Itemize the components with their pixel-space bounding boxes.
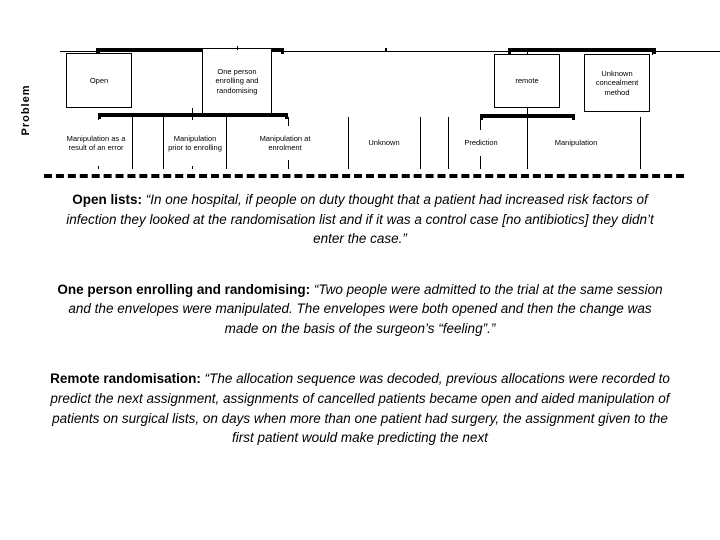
node-manipulation-label: Manipulation: [554, 138, 598, 148]
node-manipulation-prior-to-enrolling-label: Manipulation prior to enrolling: [168, 133, 222, 152]
quote-one-person-enrolling-text: “Two people were admitted to the trial at the same session and the envelopes were manipulated. The envelopes were both opened and then the change was made on the basis of the surgeon’s “feeling”.”: [68, 281, 663, 336]
node-open[interactable]: [66, 53, 132, 108]
tier2-bracket-left: [98, 113, 288, 117]
tier1-bracket-right: [508, 48, 656, 52]
node-unknown-concealment-method-label: Unknown concealment method: [595, 68, 639, 97]
connector-tier2-left-center: [192, 108, 193, 116]
node-manipulation-as-a-result-of-an-error-label: Manipulation as a result of an error: [66, 133, 126, 152]
quote-one-person-enrolling-lead: One person enrolling and randomising:: [57, 281, 311, 297]
quote-remote-randomisation-lead: Remote randomisation:: [50, 371, 201, 387]
node-unknown-label: Unknown: [368, 138, 400, 148]
node-unknown[interactable]: [352, 130, 416, 156]
tier1-center-pip: [385, 48, 387, 52]
node-prediction[interactable]: [450, 130, 512, 156]
diagram-axis-label: Problem: [20, 84, 32, 136]
quote-one-person-enrolling: [50, 280, 670, 339]
tier2-tick-5: [226, 117, 227, 169]
node-manipulation-as-a-result-of-an-error[interactable]: [62, 120, 130, 166]
quote-list: [0, 190, 720, 448]
node-one-person-enrolling-and-randomising[interactable]: [202, 48, 272, 114]
problem-hierarchy-diagram: [0, 0, 720, 180]
node-remote[interactable]: [494, 54, 560, 108]
tier2-tick-2: [132, 117, 133, 169]
connector-tier2-right-center: [527, 108, 528, 116]
quote-remote-randomisation: [50, 369, 670, 447]
quote-open-lists-text: “In one hospital, if people on duty thought that a patient had increased risk factors of infection they looked at the randomisation list and if it was a control case [no antibiotics] they didn’t enter the case.”: [66, 192, 654, 247]
tier2-tick-12: [640, 117, 641, 169]
node-prediction-label: Prediction: [464, 138, 498, 148]
tier2-tick-7: [348, 117, 349, 169]
node-manipulation[interactable]: [540, 130, 612, 156]
node-one-person-enrolling-and-randomising-label: One person enrolling and randomising: [215, 66, 259, 95]
node-manipulation-at-enrolment[interactable]: [250, 126, 320, 160]
tier2-tick-11: [527, 117, 528, 169]
quote-open-lists-lead: Open lists:: [72, 192, 142, 207]
node-manipulation-at-enrolment-label: Manipulation at enrolment: [259, 133, 311, 152]
node-unknown-concealment-method[interactable]: [584, 54, 650, 112]
connector-oneperson-up: [237, 46, 238, 50]
connector-unknown-method-up: [652, 48, 653, 55]
tier2-tick-9: [448, 117, 449, 169]
connector-remote-up: [527, 48, 528, 55]
connector-open-up: [99, 48, 100, 54]
tier2-tick-8: [420, 117, 421, 169]
node-open-label: Open: [89, 75, 109, 85]
quote-open-lists: [50, 190, 670, 249]
section-divider: [44, 174, 684, 178]
quote-remote-randomisation-text: “The allocation sequence was decoded, previous allocations were recorded to predict the next assignment, assignments of cancelled patients became open and aided manipulation of patients on surgical lists, on days when more than one patient had surgery, the assignment given to the first patient would make predicting the next: [50, 371, 670, 446]
node-remote-label: remote: [515, 76, 539, 86]
node-manipulation-prior-to-enrolling[interactable]: [164, 120, 226, 166]
